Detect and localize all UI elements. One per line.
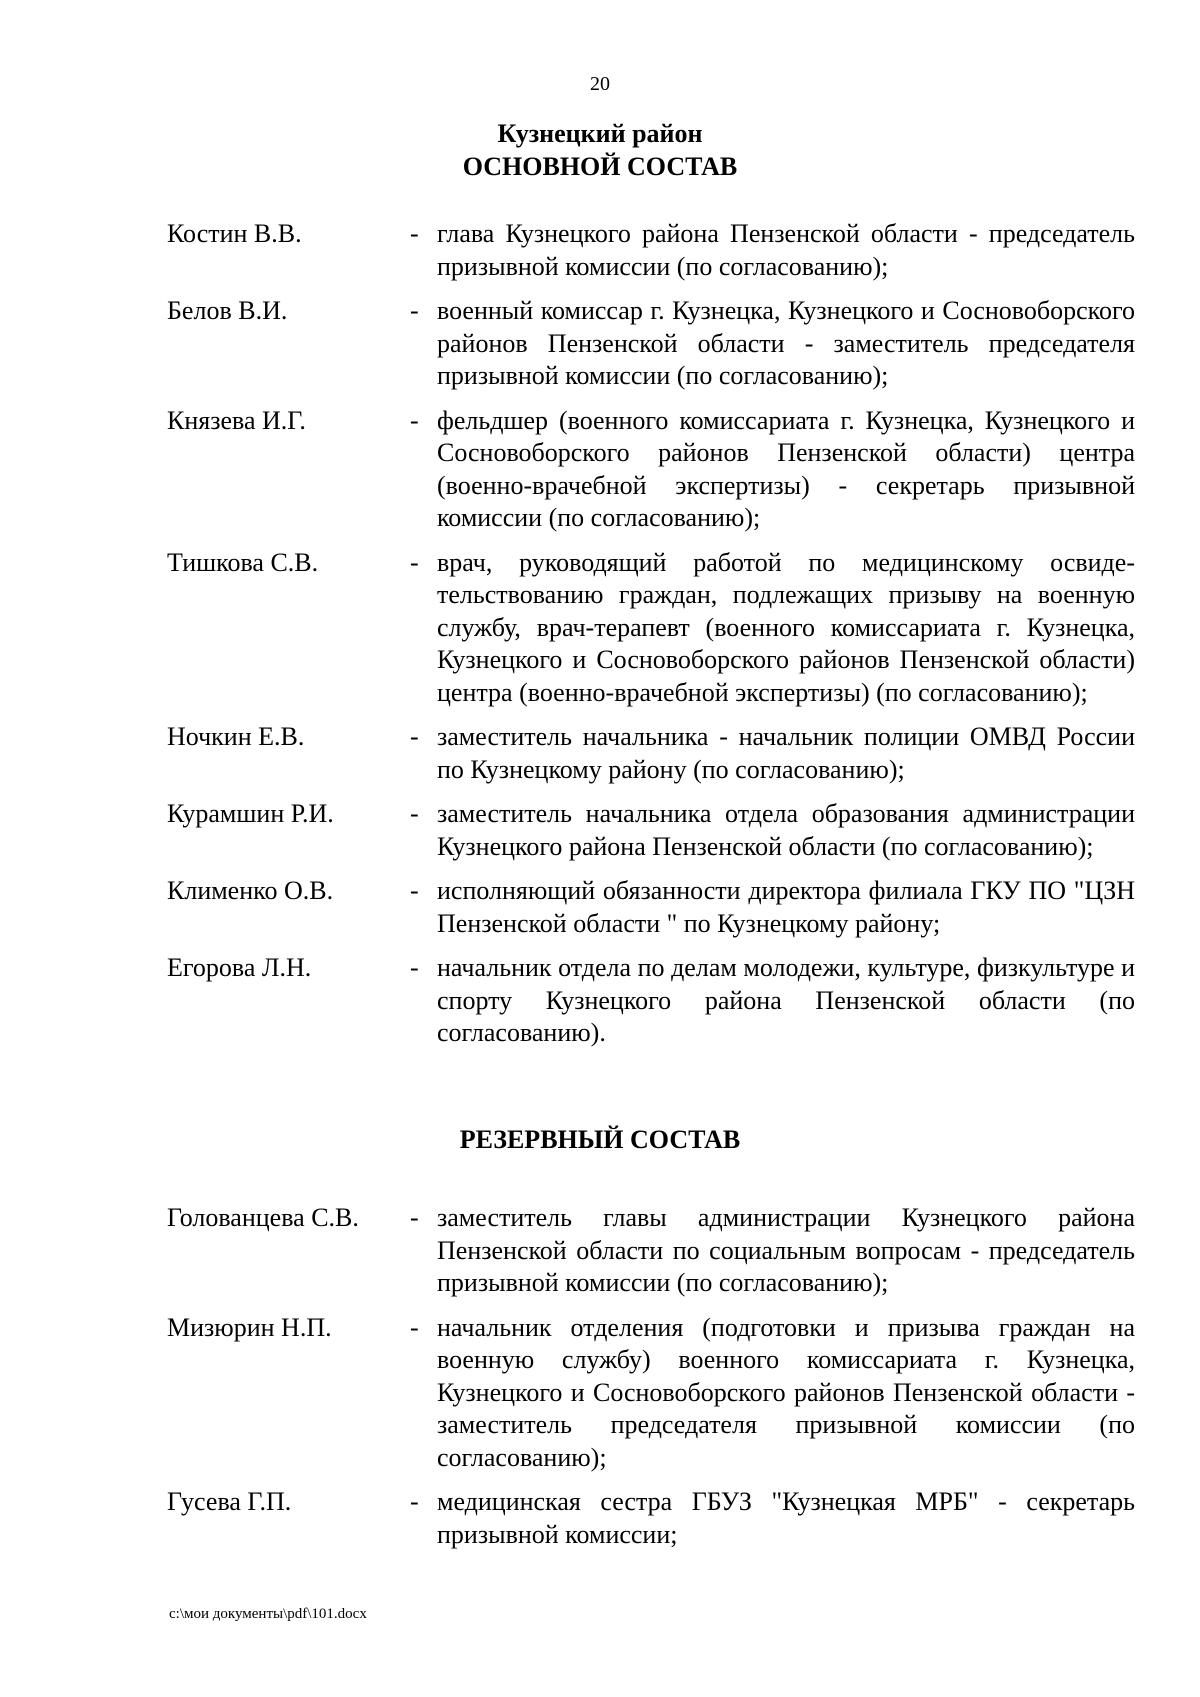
- member-dash: -: [410, 219, 419, 248]
- member-role: глава Кузнецкого района Пензенской области - председатель призывной комиссии (по согласованию);: [437, 219, 1135, 281]
- member-dash: -: [410, 296, 419, 325]
- member-dash: -: [410, 953, 419, 982]
- member-row: [167, 1486, 1135, 1551]
- member-dash: -: [410, 547, 419, 577]
- member-dash: -: [410, 1203, 419, 1232]
- reserve-section-title: РЕЗЕРВНЫЙ СОСТАВ: [459, 1125, 741, 1154]
- member-role: медицинская сестра ГБУЗ "Кузнецкая МРБ" - секретарь призывной комиссии;: [437, 1487, 1135, 1549]
- main-section-title: ОСНОВНОЙ СОСТАВ: [462, 152, 738, 181]
- member-dash: -: [410, 405, 419, 435]
- member-name: Князева И.Г.: [167, 405, 306, 435]
- member-row: [167, 295, 1135, 393]
- member-name: Ночкин Е.В.: [167, 722, 305, 751]
- member-dash: -: [410, 1312, 419, 1342]
- member-role: врач, руководящий работой по медицинскому освидетельствованию граждан, подлежащих призыву на военную службу, врач-терапевт (военного комиссариата г. Кузнецка, Кузнецкого и Сосновоборского районов Пензенской области) центра (военно-врачебной экспертизы) (по согласованию);: [437, 547, 1135, 707]
- member-row: [167, 798, 1135, 863]
- page-number: 20: [590, 73, 610, 95]
- footer-file-path: c:\мои документы\pdf\101.docx: [169, 1606, 367, 1622]
- member-name: Костин В.В.: [167, 219, 302, 248]
- member-name: Егорова Л.Н.: [167, 953, 312, 982]
- member-role: начальник отделения (подготовки и призыва граждан на военную службу) военного комиссариата г. Кузнецка, Кузнецкого и Сосновоборского районов Пензенской области - заместитель председателя призывной комиссии (по согласованию);: [437, 1312, 1135, 1472]
- member-role: исполняющий обязанности директора филиала ГКУ ПО "ЦЗН Пензенской области " по Кузнецкому району;: [437, 876, 1135, 938]
- member-name: Гусева Г.П.: [167, 1487, 292, 1516]
- member-row: [167, 218, 1135, 283]
- reserve-member-list: [167, 1202, 1135, 1563]
- member-dash: -: [410, 876, 419, 905]
- member-role: заместитель начальника - начальник полиции ОМВД России по Кузнецкому району (по согласованию);: [437, 722, 1135, 784]
- member-name: Голованцева С.В.: [167, 1203, 359, 1232]
- member-name: Белов В.И.: [167, 296, 288, 325]
- member-row: [167, 405, 1135, 535]
- member-dash: -: [410, 1487, 419, 1516]
- member-row: [167, 547, 1135, 710]
- member-name: Тишкова С.В.: [167, 547, 319, 577]
- member-name: Мизюрин Н.П.: [167, 1312, 332, 1342]
- member-row: [167, 1312, 1135, 1475]
- member-row: [167, 875, 1135, 940]
- member-role: военный комиссар г. Кузнецка, Кузнецкого и Сосновоборского районов Пензенской области - заместитель председателя призывной комиссии (по согласованию);: [437, 296, 1135, 390]
- member-name: Курамшин Р.И.: [167, 799, 334, 828]
- member-row: [167, 721, 1135, 786]
- member-row: [167, 1202, 1135, 1300]
- member-role: начальник отдела по делам молодежи, культуре, физкультуре и спорту Кузнецкого района Пензенской области (по согласованию).: [437, 953, 1135, 1047]
- district-title: Кузнецкий район: [497, 119, 703, 148]
- member-dash: -: [410, 722, 419, 751]
- member-row: [167, 952, 1135, 1050]
- member-role: фельдшер (военного комиссариата г. Кузнецка, Кузнецкого и Сосновоборского районов Пензенской области) центра (военно-врачебной экспертизы) - секретарь призывной комиссии (по согласованию);: [437, 405, 1135, 532]
- member-dash: -: [410, 799, 419, 828]
- member-role: заместитель начальника отдела образования администрации Кузнецкого района Пензенской области (по согласованию);: [437, 799, 1135, 861]
- member-name: Клименко О.В.: [167, 876, 334, 905]
- member-role: заместитель главы администрации Кузнецкого района Пензенской области по социальным вопросам - председатель призывной комиссии (по согласованию);: [437, 1203, 1135, 1297]
- main-member-list: [167, 218, 1135, 1062]
